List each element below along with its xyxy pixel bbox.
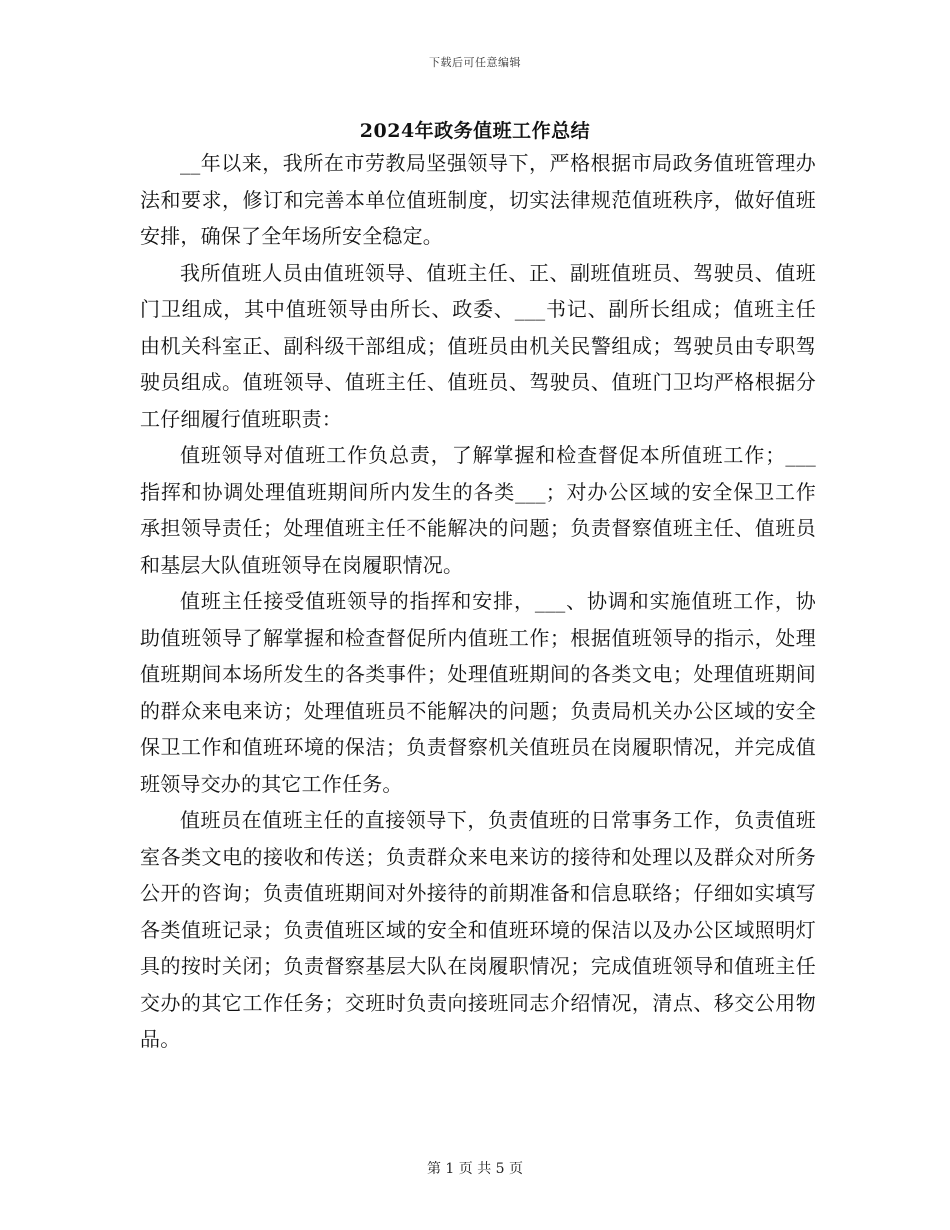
paragraph-duty-leader: 值班领导对值班工作负总责，了解掌握和检查督促本所值班工作；___指挥和协调处理值班期间所内发生的各类___；对办公区域的安全保卫工作承担领导责任；处理值班主任不能解决的问题；负责督察值班主任、值班员和基层大队值班领导在岗履职情况。 — [140, 443, 816, 577]
paragraph-duty-director: 值班主任接受值班领导的指挥和安排，___、协调和实施值班工作，协助值班领导了解掌握和检查督促所内值班工作；根据值班领导的指示，处理值班期间本场所发生的各类事件；处理值班期间的各类文电；处理值班期间的群众来电来访；处理值班员不能解决的问题；负责局机关办公区域的安全保卫工作和值班环境的保洁；负责督察机关值班员在岗履职情况，并完成值班领导交办的其它工作任务。 — [140, 589, 816, 796]
page-number: 第 1 页 共 5 页 — [426, 1161, 524, 1177]
document-body — [140, 145, 816, 1058]
document-title: 2024年政务值班工作总结 — [359, 120, 591, 142]
paragraph-duty-officer: 值班员在值班主任的直接领导下，负责值班的日常事务工作，负责值班室各类文电的接收和传送；负责群众来电来访的接待和处理以及群众对所务公开的咨询；负责值班期间对外接待的前期准备和信息联络；仔细如实填写各类值班记录；负责值班区域的安全和值班环境的保洁以及办公区域照明灯具的按时关闭；负责督察基层大队在岗履职情况；完成值班领导和值班主任交办的其它工作任务；交班时负责向接班同志介绍情况，清点、移交公用物品。 — [140, 808, 816, 1051]
paragraph-intro: __年以来，我所在市劳教局坚强领导下，严格根据市局政务值班管理办法和要求，修订和完善本单位值班制度，切实法律规范值班秩序，做好值班安排，确保了全年场所安全稳定。 — [140, 151, 816, 248]
page-header-note: 下载后可任意编辑 — [429, 56, 521, 69]
paragraph-staff-composition: 我所值班人员由值班领导、值班主任、正、副班值班员、驾驶员、值班门卫组成，其中值班领导由所长、政委、___书记、副所长组成；值班主任由机关科室正、副科级干部组成；值班员由机关民警组成；驾驶员由专职驾驶员组成。值班领导、值班主任、值班员、驾驶员、值班门卫均严格根据分工仔细履行值班职责： — [140, 260, 816, 431]
